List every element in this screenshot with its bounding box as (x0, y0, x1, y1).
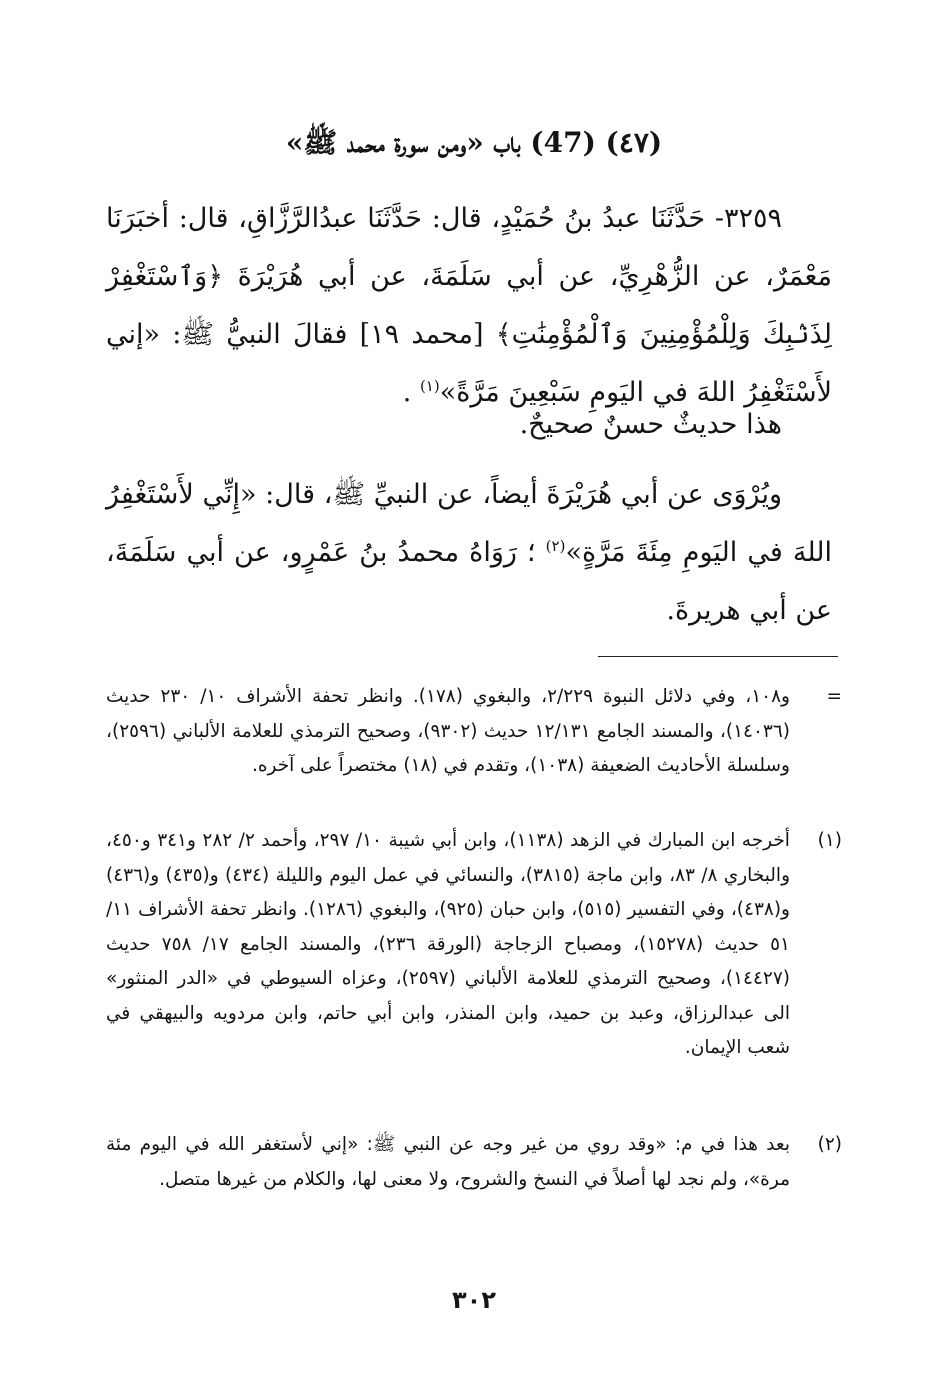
footnote-ref-2[interactable]: (٢) (545, 537, 566, 555)
footnote-2-text: بعد هذا في م: «وقد روي من غير وجه عن النبي ﷺ: «إني لأستغفر الله في اليوم مئة مرة»، ولم نجد لها أصلاً في النسخ والشروح، ولا معنى لها، والكلام من غيرها متصل. (106, 1134, 790, 1190)
footnote-1-marker: (١) (817, 830, 842, 851)
footnote-1-text: أخرجه ابن المبارك في الزهد (١١٣٨)، وابن أبي شيبة ١٠/ ٢٩٧، وأحمد ٢/ ٢٨٢ و٣٤١ و٤٥٠، والبخاري ٨/ ٨٣، وابن ماجة (٣٨١٥)، والنسائي في عمل اليوم والليلة (٤٣٤) و(٤٣٥) و(٤٣٦) و(٤٣٨)، وفي التفسير (٥١٥)، وابن حبان (٩٢٥)، والبغوي (١٢٨٦). وانظر تحفة الأشراف ١١/ ٥١ حديث (١٥٢٧٨)، ومصباح الزجاجة (الورقة ٢٣٦)، والمسند الجامع ١٧/ ٧٥٨ حديث (١٤٤٢٧)، وصحيح الترمذي للعلامة الألباني (٢٥٩٧)، وعزاه السيوطي في «الدر المنثور» الى عبدالرزاق، وعبد بن حميد، وابن المنذر، وابن أبي حاتم، وابن مردويه والبيهقي في شعب الإيمان. (106, 830, 791, 1058)
continuation-marker: = (826, 686, 842, 707)
footnote-continuation (106, 680, 842, 784)
hadith-paragraph (106, 190, 832, 422)
footnote-separator (598, 656, 838, 657)
narration-text: ويُرْوَى عن أبي هُرَيْرَةَ أيضاً، عن النبيِّ ﷺ، قال: «إِنِّي لأَسْتَغْفِرُ اللهَ في اليَومِ مِئَةَ مَرَّةٍ» (106, 479, 832, 568)
footnote-1 (106, 824, 842, 1066)
hadith-grade (106, 396, 832, 454)
footnote-2-marker: (٢) (817, 1134, 842, 1155)
narration-end: ؛ رَوَاهُ محمدُ بنُ عَمْرٍو، عن أبي سَلَمَةَ، عن أبي هريرةَ. (106, 537, 832, 626)
grade-text: هذا حديثٌ حسنٌ صحيحٌ. (519, 409, 782, 440)
hadith-text: ٣٢٥٩- حَدَّثَنَا عبدُ بنُ حُمَيْدٍ، قال: حَدَّثَنَا عبدُالرَّزَّاقِ، قال: أخبَرَنَا مَعْمَرٌ، عن الزُّهْرِيِّ، عن أبي سَلَمَةَ، عن أبي هُرَيْرَةَ ﴿وَٱسْتَغْفِرْ لِذَنۢبِكَ وَلِلْمُؤْمِنِينَ وَٱلْمُؤْمِنَٰتِ﴾ [محمد ١٩] فقالَ النبيُّ ﷺ: «إني لأَسْتَغْفِرُ اللهَ في اليَومِ سَبْعِينَ مَرَّةً» (106, 203, 832, 408)
chapter-title: (٤٧) (47) باب «ومن سورة محمد ﷺ» (285, 126, 663, 159)
narration-paragraph (106, 466, 832, 640)
page-number: ٣٠٢ (452, 1286, 496, 1314)
footnote-continuation-text: و١٠٨، وفي دلائل النبوة ٢/٢٢٩، والبغوي (١٧٨). وانظر تحفة الأشراف ١٠/ ٢٣٠ حديث (١٤٠٣٦)، والمسند الجامع ١٢/١٣١ حديث (٩٣٠٢)، وصحيح الترمذي للعلامة الألباني (٢٥٩٦)، وسلسلة الأحاديث الضعيفة (١٠٣٨)، وتقدم في (١٨) مختصراً على آخره. (106, 686, 790, 776)
footnote-2 (106, 1128, 842, 1197)
hadith-end: . (402, 377, 420, 408)
footnote-ref-1[interactable]: (١) (419, 377, 440, 395)
